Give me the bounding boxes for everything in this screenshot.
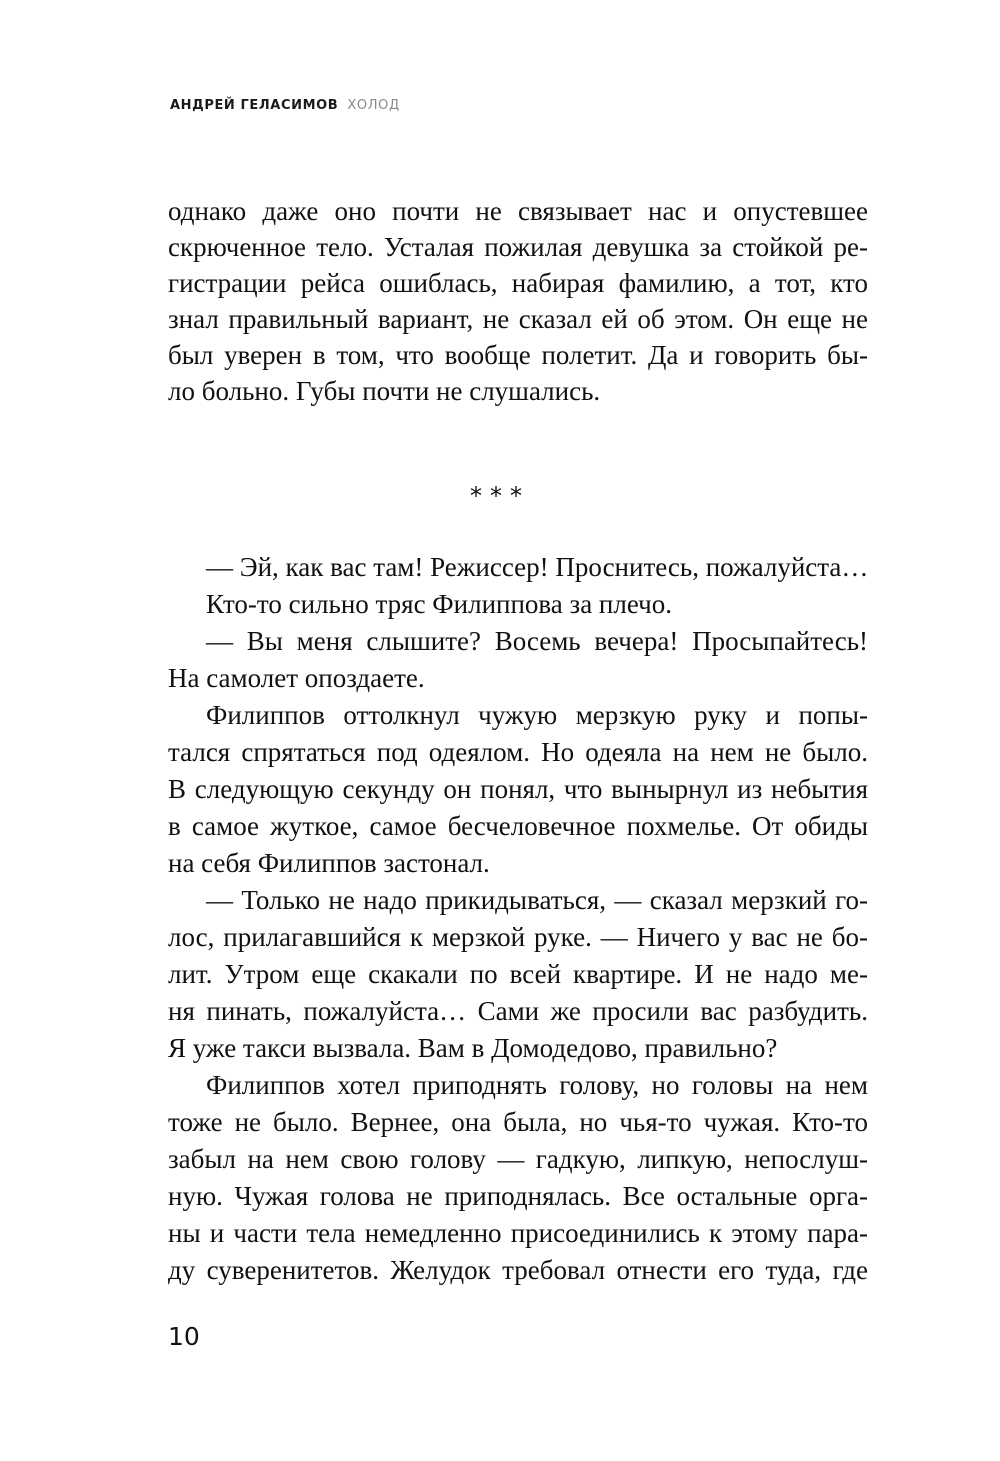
text-block-before-break — [168, 193, 868, 409]
text-line: тоже не было. Вернее, она была, но чья-то чужая. Кто-то — [168, 1107, 868, 1137]
text-line: был уверен в том, что вообще полетит. Да и говорить бы- — [168, 340, 868, 370]
text-line: лит. Утром еще скакали по всей квартире. И не надо ме- — [168, 959, 868, 989]
text-block-after-break — [168, 549, 868, 1289]
text-line: на себя Филиппов застонал. — [168, 848, 490, 878]
section-break-asterisks: *** — [470, 482, 530, 510]
paragraph — [168, 586, 868, 623]
text-line: Филиппов оттолкнул чужую мерзкую руку и попы- — [206, 700, 868, 730]
text-line: ную. Чужая голова не приподнялась. Все остальные орга- — [168, 1181, 868, 1211]
paragraph — [168, 549, 868, 586]
running-head-book-title: ХОЛОД — [347, 98, 400, 113]
text-line: Филиппов хотел приподнять голову, но головы на нем — [206, 1070, 868, 1100]
text-line: — Эй, как вас там! Режиссер! Проснитесь, пожалуйста… — [206, 552, 869, 582]
text-line: На самолет опоздаете. — [168, 663, 425, 693]
paragraph — [168, 623, 868, 697]
text-line: однако даже оно почти не связывает нас и опустевшее — [168, 196, 868, 226]
text-line: ны и части тела немедленно присоединились к этому пара- — [168, 1218, 868, 1248]
text-line: забыл на нем свою голову — гадкую, липкую, непослуш- — [168, 1144, 868, 1174]
paragraph — [168, 697, 868, 882]
text-line: Кто-то сильно тряс Филиппова за плечо. — [206, 589, 673, 619]
text-line: тался спрятаться под одеялом. Но одеяла на нем не было. — [168, 737, 868, 767]
text-line: знал правильный вариант, не сказал ей об этом. Он еще не — [168, 304, 868, 334]
text-line: скрюченное тело. Усталая пожилая девушка за стойкой ре- — [168, 232, 868, 262]
text-line: гистрации рейса ошиблась, набирая фамилию, а тот, кто — [168, 268, 868, 298]
paragraph — [168, 1067, 868, 1289]
text-line: Я уже такси вызвала. Вам в Домодедово, правильно? — [168, 1033, 778, 1063]
running-head — [170, 98, 400, 113]
text-line: — Вы меня слышите? Восемь вечера! Просыпайтесь! — [206, 626, 868, 656]
text-line: ня пинать, пожалуйста… Сами же просили вас разбудить. — [168, 996, 868, 1026]
page-number: 10 — [168, 1322, 200, 1351]
running-head-author: АНДРЕЙ ГЕЛАСИМОВ — [170, 98, 339, 113]
text-line: в самое жуткое, самое бесчеловечное похмелье. От обиды — [168, 811, 868, 841]
text-line: ло больно. Губы почти не слушались. — [168, 376, 601, 406]
text-line: — Только не надо прикидываться, — сказал мерзкий го- — [206, 885, 868, 915]
text-line: В следующую секунду он понял, что вынырнул из небытия — [168, 774, 868, 804]
paragraph — [168, 193, 868, 409]
paragraph — [168, 882, 868, 1067]
text-line: ду суверенитетов. Желудок требовал отнести его туда, где — [168, 1255, 868, 1285]
text-line: лос, прилагавшийся к мерзкой руке. — Ничего у вас не бо- — [168, 922, 868, 952]
